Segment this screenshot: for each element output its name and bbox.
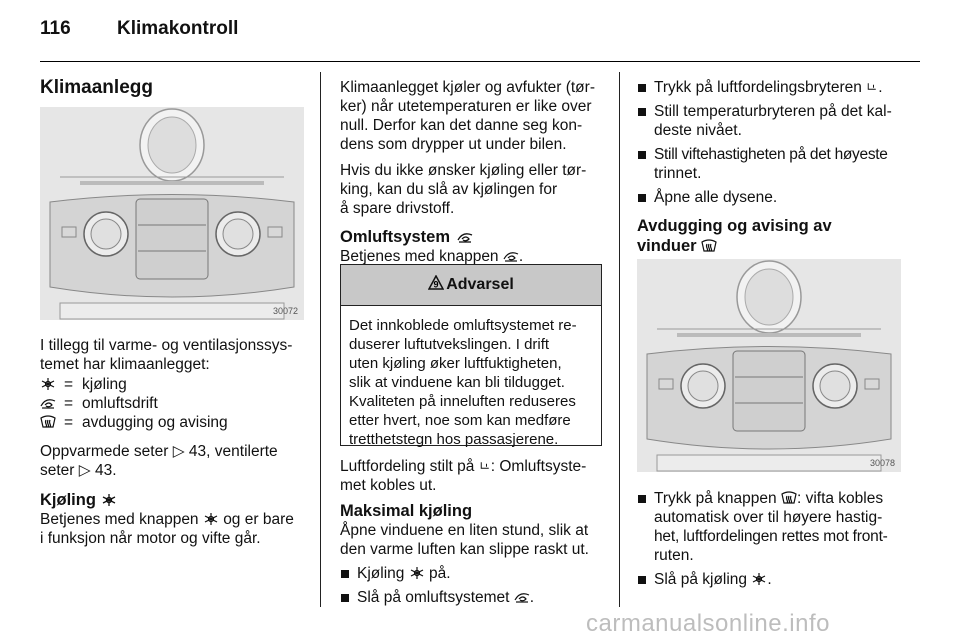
equals-sign: = bbox=[64, 414, 74, 431]
list-item: Åpne alle dysene. bbox=[637, 188, 901, 207]
max-cooling-heading: Maksimal kjøling bbox=[340, 502, 473, 520]
distribution-text: met kobles ut. bbox=[340, 477, 437, 494]
watermark: carmanualsonline.info bbox=[586, 610, 830, 637]
list-item: Kjøling på. bbox=[340, 564, 602, 583]
equals-sign: = bbox=[64, 376, 74, 393]
paragraph-line: null. Derfor kan det danne seg kon- bbox=[340, 117, 583, 134]
recirculation-icon bbox=[40, 394, 64, 413]
paragraph-line: Klimaanlegget kjøler og avfukter (tør- bbox=[340, 79, 595, 96]
column-divider bbox=[320, 72, 321, 607]
legend-text: avdugging og avising bbox=[82, 414, 228, 431]
list-item: Slå på kjøling . bbox=[637, 570, 901, 589]
cooling-heading: Kjøling bbox=[40, 490, 304, 510]
recirculation-icon bbox=[514, 589, 530, 606]
bullet-square-icon bbox=[638, 151, 646, 159]
legend-row bbox=[40, 394, 304, 413]
paragraph-line: Åpne vinduene en liten stund, slik at bbox=[340, 522, 589, 539]
list-item: Still temperaturbryteren på det kal- deste nivået. bbox=[637, 102, 901, 140]
figure-number: 30072 bbox=[272, 306, 298, 316]
recirculation-icon bbox=[503, 248, 519, 265]
recirculation-text: Betjenes med knappen . bbox=[340, 248, 524, 265]
chapter-title: Klimakontroll bbox=[117, 18, 239, 39]
warning-triangle-icon bbox=[428, 275, 444, 295]
snowflake-icon bbox=[751, 571, 767, 588]
seats-line: Oppvarmede seter ▷ 43, ventilerte bbox=[40, 443, 278, 460]
equals-sign: = bbox=[64, 395, 74, 412]
list-item: Trykk på knappen : vifta kobles automatisk over til høyere hastig- het, luftfordelingen rettes mot front- ruten. bbox=[637, 489, 901, 565]
bullet-square-icon bbox=[638, 84, 646, 92]
paragraph-line: king, kan du slå av kjølingen for bbox=[340, 181, 558, 198]
warning-header bbox=[341, 265, 601, 306]
legend-text: omluftsdrift bbox=[82, 395, 158, 412]
intro-line: I tillegg til varme- og ventilasjonssys- bbox=[40, 337, 293, 354]
air-distribution-icon bbox=[866, 79, 878, 96]
climate-panel-illustration bbox=[637, 259, 901, 472]
legend-row bbox=[40, 375, 304, 394]
legend-text: kjøling bbox=[82, 376, 127, 393]
climate-panel-figure bbox=[637, 259, 901, 472]
bullet-square-icon bbox=[638, 495, 646, 503]
bullet-square-icon bbox=[638, 108, 646, 116]
list-item: Still viftehastigheten på det høyeste trinnet. bbox=[637, 145, 901, 183]
list-item: Trykk på luftfordelingsbryteren . bbox=[637, 78, 901, 97]
intro-line: temet har klimaanlegget: bbox=[40, 356, 210, 373]
snowflake-icon bbox=[203, 511, 219, 528]
paragraph-line: Hvis du ikke ønsker kjøling eller tør- bbox=[340, 162, 587, 179]
paragraph-line: å spare drivstoff. bbox=[340, 200, 455, 217]
cooling-text: i funksjon når motor og vifte går. bbox=[40, 530, 261, 547]
paragraph-line: ker) når utetemperaturen er like over bbox=[340, 98, 592, 115]
page-ref-arrow-icon: ▷ bbox=[172, 443, 185, 460]
warning-text: Det innkoblede omluftsystemet re- duserer luftutvekslingen. I drift uten kjøling øker luftfuktigheten, slik at vinduene kan bli tildugget. Kvaliteten på inneluften reduseres etter hvert, noe som kan medføre tretthetstegn hos passasjerene. bbox=[349, 317, 577, 448]
defrost-icon bbox=[781, 490, 797, 507]
snowflake-icon bbox=[101, 491, 117, 509]
section-heading: Klimaanlegg bbox=[40, 77, 153, 98]
symbol-legend bbox=[40, 375, 304, 432]
legend-row bbox=[40, 413, 304, 432]
bullet-square-icon bbox=[341, 594, 349, 602]
defrost-heading: vinduer bbox=[637, 236, 901, 256]
bullet-square-icon bbox=[341, 570, 349, 578]
paragraph-line: dens som drypper ut under bilen. bbox=[340, 136, 567, 153]
climate-panel-figure bbox=[40, 107, 304, 320]
defrost-heading: Avdugging og avising av bbox=[637, 217, 832, 235]
warning-title: Advarsel bbox=[446, 276, 514, 293]
paragraph-line: den varme luften kan slippe raskt ut. bbox=[340, 541, 589, 558]
recirculation-icon bbox=[455, 228, 475, 246]
air-distribution-icon bbox=[479, 458, 491, 475]
defrost-icon bbox=[701, 237, 717, 255]
page-ref-arrow-icon: ▷ bbox=[78, 462, 91, 479]
distribution-text: Luftfordeling stilt på : Omluftsyste- bbox=[340, 458, 587, 475]
column-divider bbox=[619, 72, 620, 607]
defrost-icon bbox=[40, 413, 64, 432]
cooling-text: Betjenes med knappen og er bare bbox=[40, 511, 294, 528]
snowflake-icon bbox=[409, 565, 425, 582]
bullet-square-icon bbox=[638, 194, 646, 202]
page-number: 116 bbox=[40, 18, 71, 39]
figure-number: 30078 bbox=[869, 458, 895, 468]
snowflake-icon bbox=[40, 375, 64, 394]
seats-line: seter ▷ 43. bbox=[40, 462, 117, 479]
header-rule bbox=[40, 61, 920, 62]
warning-box bbox=[340, 264, 602, 446]
svg-text:9: 9 bbox=[433, 279, 439, 290]
list-item: Slå på omluftsystemet . bbox=[340, 588, 602, 607]
recirculation-heading: Omluftsystem bbox=[340, 227, 602, 247]
climate-panel-illustration bbox=[40, 107, 304, 320]
bullet-square-icon bbox=[638, 576, 646, 584]
